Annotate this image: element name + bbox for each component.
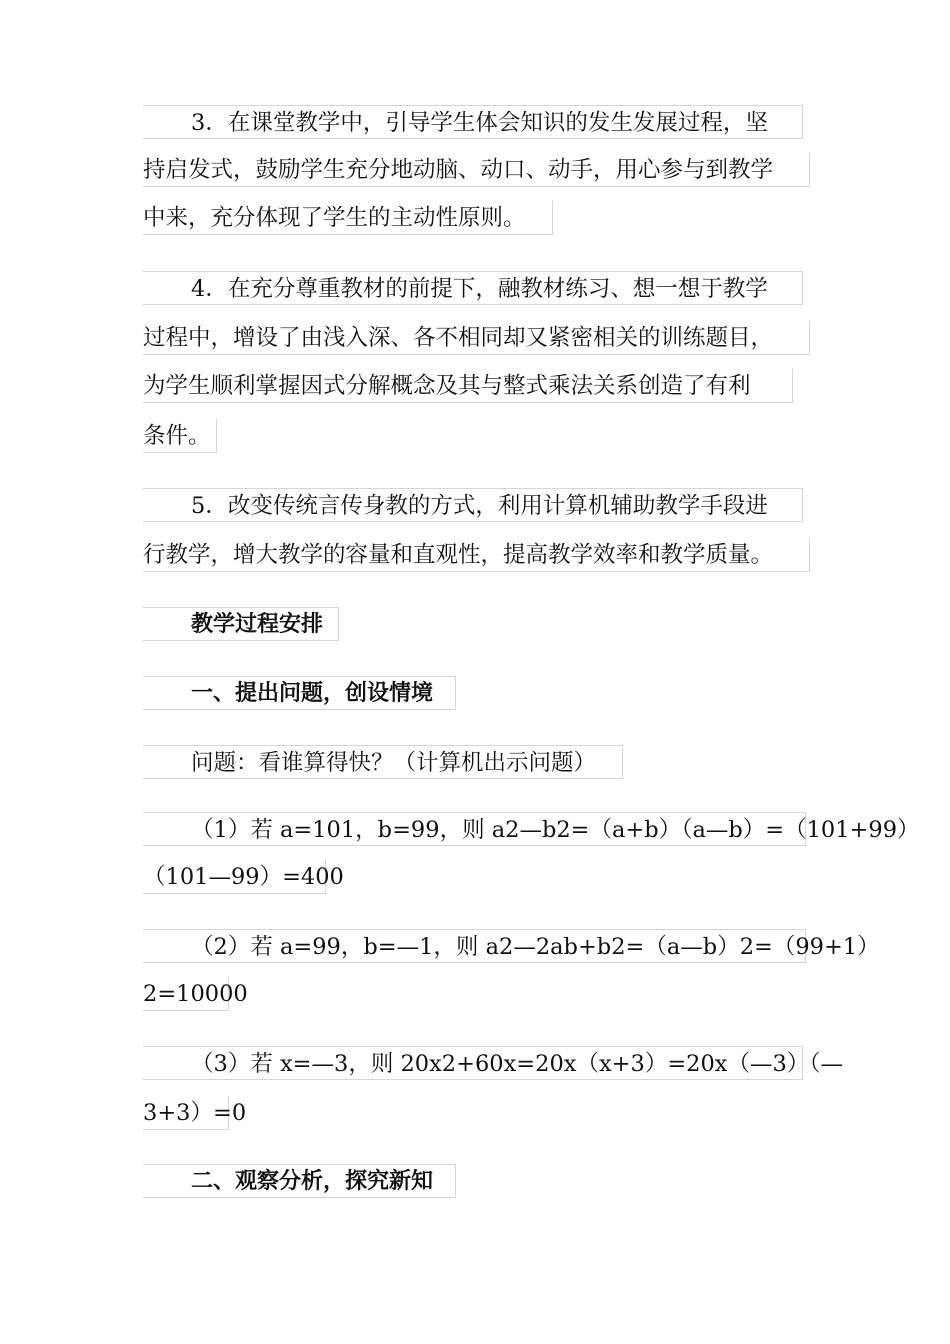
paragraph-5-line-2: 行教学，增大教学的容量和直观性，提高教学效率和教学质量。 xyxy=(143,538,810,572)
paragraph-4-line-3: 为学生顺利掌握因式分解概念及其与整式乘法关系创造了有利 xyxy=(143,369,793,403)
step-2-heading: 二、观察分析，探究新知 xyxy=(143,1164,456,1198)
question-2-line-1: （2）若 a=99，b=—1，则 a2—2ab+b2=（a—b）2=（99+1） xyxy=(143,929,806,963)
section-title: 教学过程安排 xyxy=(143,607,339,641)
question-1-line-2: （101—99）=400 xyxy=(143,860,326,894)
question-2-line-2: 2=10000 xyxy=(143,977,229,1011)
paragraph-3-line-3: 中来，充分体现了学生的主动性原则。 xyxy=(143,201,553,235)
paragraph-4-line-1: 4．在充分尊重教材的前提下，融教材练习、想一想于教学 xyxy=(143,271,803,305)
question-3-line-1: （3）若 x=—3，则 20x2+60x=20x（x+3）=20x（—3）（— xyxy=(143,1046,803,1080)
paragraph-4-line-2: 过程中，增设了由浅入深、各不相同却又紧密相关的训练题目， xyxy=(143,321,810,355)
step-1-heading: 一、提出问题，创设情境 xyxy=(143,676,456,710)
question-1-line-1: （1）若 a=101，b=99，则 a2—b2=（a+b）（a—b）=（101+99） xyxy=(143,812,806,846)
question-3-line-2: 3+3）=0 xyxy=(143,1096,229,1130)
paragraph-3-line-1: 3．在课堂教学中，引导学生体会知识的发生发展过程，坚 xyxy=(143,105,803,139)
paragraph-3-line-2: 持启发式，鼓励学生充分地动脑、动口、动手，用心参与到教学 xyxy=(143,153,810,187)
paragraph-5-line-1: 5．改变传统言传身教的方式，利用计算机辅助教学手段进 xyxy=(143,488,803,522)
paragraph-4-line-4: 条件。 xyxy=(143,419,217,453)
step-1-question: 问题：看谁算得快？（计算机出示问题） xyxy=(143,745,623,779)
